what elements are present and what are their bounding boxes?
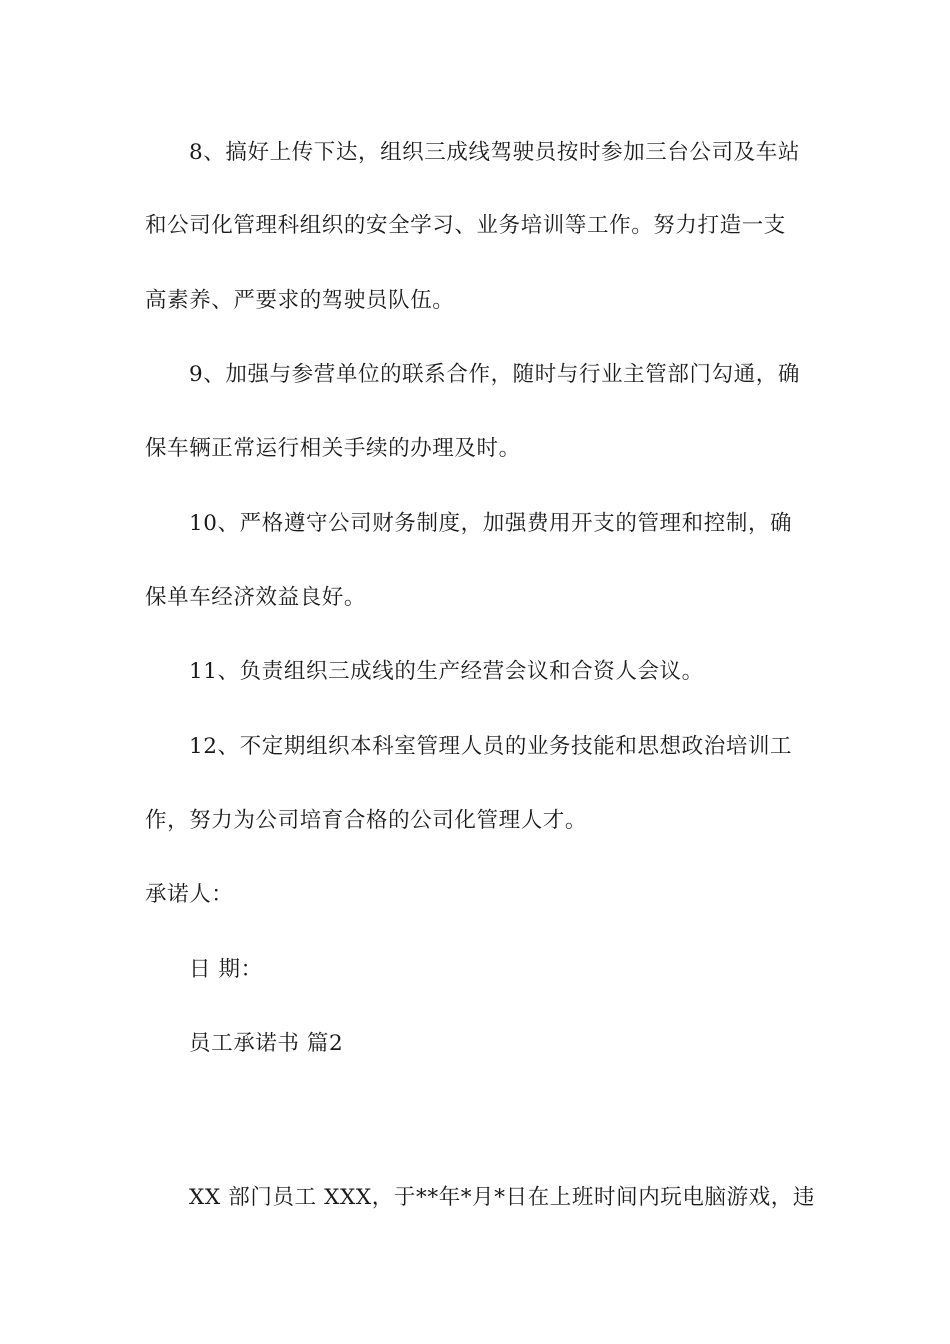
paragraph-9-line-2: 保车辆正常运行相关手续的办理及时。 — [145, 436, 521, 461]
incident-paragraph-line-1: XX 部门员工 XXX，于**年*月*日在上班时间内玩电脑游戏，违 — [189, 1185, 816, 1210]
paragraph-12-line-2: 作，努力为公司培育合格的公司化管理人才。 — [145, 808, 588, 833]
paragraph-8-line-2: 和公司化管理科组织的安全学习、业务培训等工作。努力打造一支 — [145, 213, 786, 238]
paragraph-9-line-1: 9、加强与参营单位的联系合作，随时与行业主管部门勾通，确 — [189, 362, 800, 387]
paragraph-8-line-3: 高素养、严要求的驾驶员队伍。 — [145, 288, 455, 313]
paragraph-11: 11、负责组织三成线的生产经营会议和合资人会议。 — [189, 659, 704, 684]
paragraph-10-line-2: 保单车经济效益良好。 — [145, 585, 367, 610]
section-heading: 员工承诺书 篇2 — [189, 1031, 344, 1056]
paragraph-8-line-1: 8、搞好上传下达，组织三成线驾驶员按时参加三台公司及车站 — [189, 140, 800, 165]
date-label: 日 期： — [189, 957, 263, 982]
paragraph-10-line-1: 10、严格遵守公司财务制度，加强费用开支的管理和控制，确 — [189, 511, 793, 536]
paragraph-12-line-1: 12、不定期组织本科室管理人员的业务技能和思想政治培训工 — [189, 734, 793, 759]
promiser-label: 承诺人： — [145, 882, 234, 907]
